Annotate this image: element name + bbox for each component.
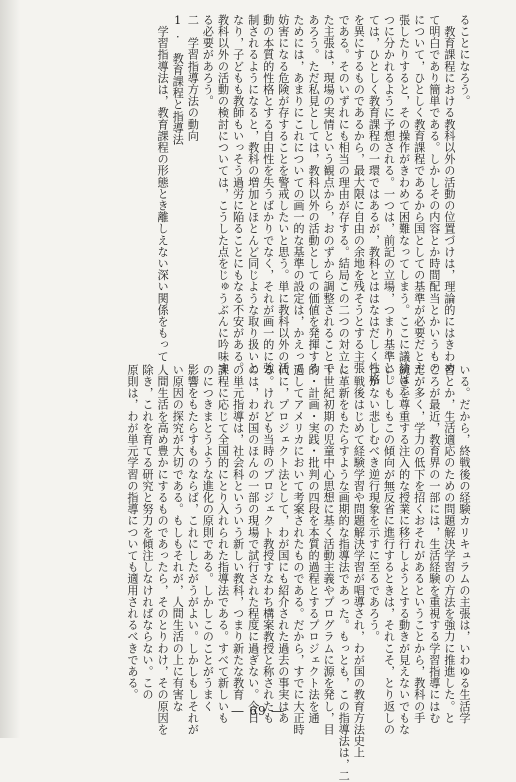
text-column: ては，ひとしく教育課程の一環ではあるが，教科とははなはだしく性格 [367,14,381,386]
text-column: に革新をもたらすような画期的な指導法であった。もっとも，この指導法は，二 [337,364,351,782]
text-column: つかない悲しむべき逆行現象を示すに至るであろう。 [367,364,381,643]
text-column: つに分かれるように予想される。一つは，前記の立場，つまり基準とし [382,14,396,386]
text-column: 続きを尊重する注入的な授業に移行しようとする動きが見えないでもな [397,364,411,736]
text-column: 過してアメリカにおいて考案されたものである。だから，すでに大正時 [291,364,305,736]
subsection-heading: 1. 教育課程と指導法 [171,14,185,146]
text-column: い原因の探究が大切である。もしもそれが，人間生活の上に有害な [171,364,185,712]
text-column: ためには，あまりにこれについての画一的な基準の設定は，かえって [291,14,305,374]
text-column: 習とか，生活適応のための問題解決学習の方法を強力に推進した。と [442,364,456,724]
text-column: ころが最近，教育界の一部には，生活経験を重視する学習指導にはむ [427,364,441,724]
text-column: を異にするものであるから，最大限に自由の余地を残そうとする主張 [352,14,366,374]
text-column: 代に，プロジェクト法として，わが国にも紹介された過去の事実はあ [276,364,290,724]
text-column: い。もしもこの傾向が無反省に進行するときは，それこそ，とり返しの [382,364,396,736]
text-column: について，ひとしく教育課程であるから国としての基準が必要だと主 [412,14,426,374]
text-column: 教科以外の活動の検討については，こうした点をじゅうぶんに吟味す [216,14,230,374]
text-column: なり，子どもも教師もいっそう過労に陥ることにもなる不安がある。 [231,14,245,374]
upper-text-block [155,14,472,397]
text-column: ることになろう。 [458,14,471,107]
text-column: あろう。ただ私見としては，教科以外の活動としての価値を発揮する [307,14,321,374]
text-column: 制されるようになると，教科の増加とほとんど同じような取り扱いと [246,14,260,374]
text-column: て明白であり簡単である。しかしその内容とか時間配当とかいうもの [427,14,441,374]
section-heading: 二 学習指導方法の動向 [186,14,200,142]
text-column: 教育課程における教科以外の活動の位置づけは，理論的にはきわめ [442,14,456,374]
text-column: 影響をもたらすものならば，これにしたがうがよい。しかしもしそれが [186,364,200,736]
text-column: のは，わが国のほんの一部の現場で試行された程度に過ぎない。今日 [246,364,260,724]
text-column: 妨害になる危険が存することを警戒したいと思う。単に教科以外の活 [276,14,290,374]
text-column: た主張は，現場の実情という観点から，おのずから調整されることで [322,14,336,374]
text-column: 戦後はじめて経験学習や問題解決学習が唱導され，わが国の教育方法史上 [352,364,366,759]
scan-edge-shadow [0,0,20,738]
text-column: だが多く，学力の低下を招くおそれがあるということから，教科の手 [412,364,426,724]
text-column: 人間生活を高め豊かにするものであったら，そのとりわけ，その原因を [156,364,170,736]
text-column: 張したりすると，その操作がきわめて困難なってしまう。ここに議論は二 [397,14,411,397]
text-column: である。そのいずれにも相当の理由が存する。結局この二つの対立し [337,14,351,374]
text-column: いる。だから，終戦後の経験カリキュラムの主張は，いわゆる生活学 [458,364,471,724]
text-column: のにつきまとうような進化の原則である。しかしこのことがうまく [201,364,215,712]
text-column: る必要があろう。 [201,14,215,107]
text-column: 動の本質的性格とする自由性を失うばかりでなく，それが画一的に強 [261,14,275,374]
text-column: る。けれども当時のプロジェクト教授すなわち構案教授と称されたも [261,364,275,724]
text-column: の単元指導は，社会科といういう新しい教科，つまり新たな教育 [231,364,245,701]
text-column: 課程に応じて全国的にとり入れられた指導法である。すべて新しいも [216,364,230,724]
text-column: 学習指導法は，教育課程の形態とき離しえない深い関係をもって [156,14,170,362]
page-number: ― 69 ― [231,704,285,718]
text-column: 原則は，わが単元学習の指導についても適用されるべきである。 [125,364,139,701]
text-column: 的・計画・実践・批判の四段を本質的過程とするプロジェクト法を通 [307,364,321,724]
text-column: 十世紀初期の児童中心思想に基く活動主義やプログラムに源を発し，目 [322,364,336,736]
text-column: 除き，これを育てる研究と努力を傾注しなければならない。この [141,364,155,701]
